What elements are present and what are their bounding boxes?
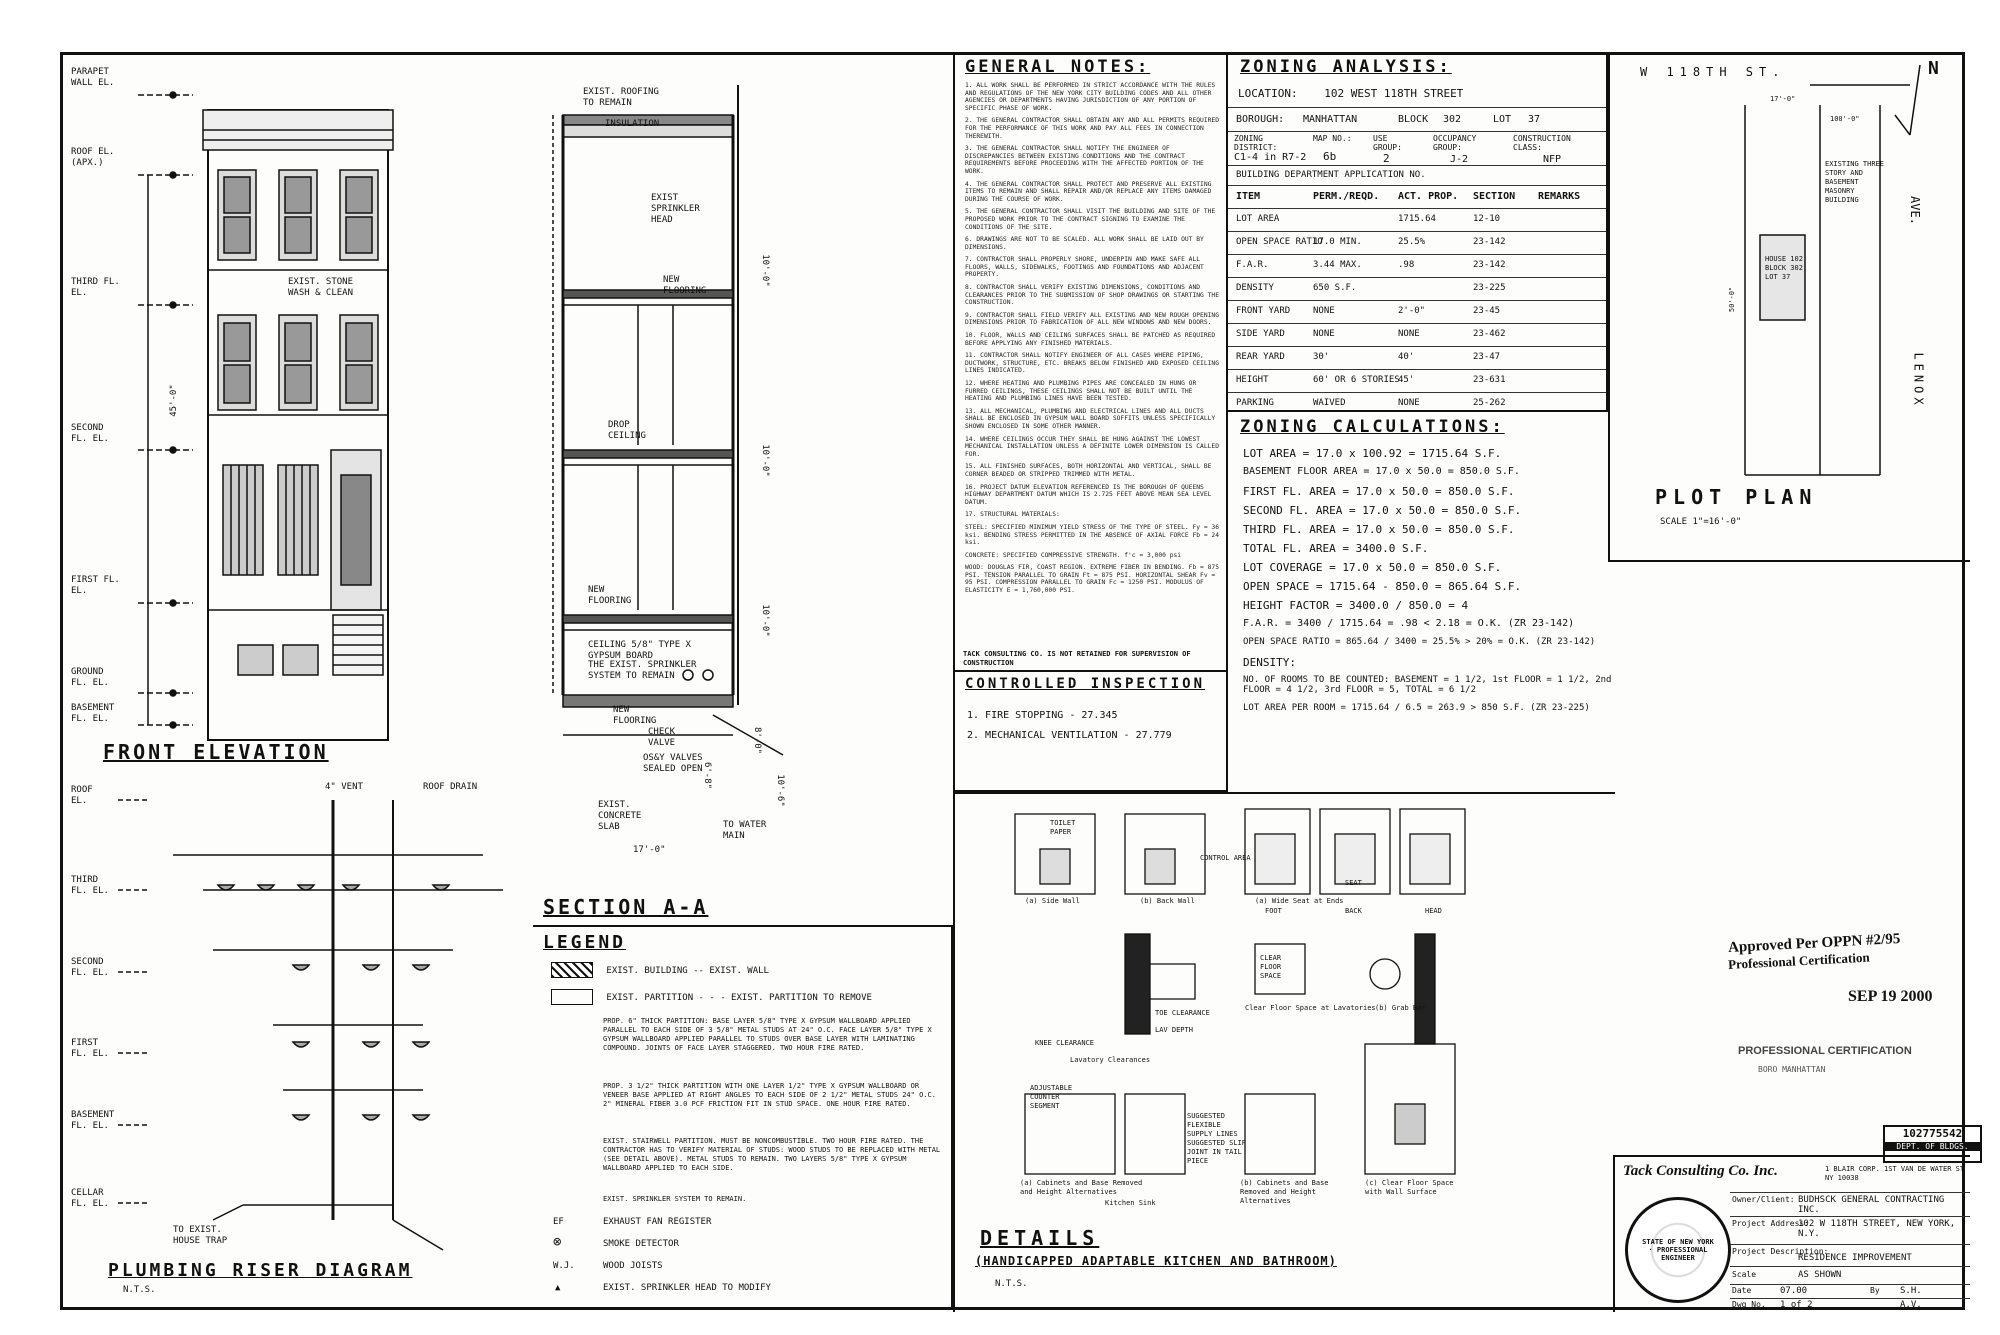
- controlled-inspection-panel: [953, 672, 1228, 792]
- legend-fan-symbol: EF: [553, 1217, 564, 1227]
- legend-new-partition-2: PROP. 3 1/2" THICK PARTITION WITH ONE LAYER 1/2" TYPE X GYPSUM WALLBOARD OR VENEER BASE APPLIED AT RIGHT ANGLES TO EACH SIDE OF 2 1/2" METAL STUDS 24" O.C. 2" MINERAL FIBER 3.0 PCF FRICTION FIT IN STUD SPACE. ONE HOUR FIRE RATED.: [603, 1082, 936, 1108]
- plot-plan-panel: [1608, 55, 1970, 562]
- legend-smoke: SMOKE DETECTOR: [603, 1239, 679, 1249]
- calc-second: SECOND FL. AREA = 17.0 x 50.0 = 850.0 S.F.: [1243, 504, 1522, 517]
- plumbing-scale: N.T.S.: [123, 1285, 156, 1295]
- section-new-flooring-3: NEW FLOORING: [613, 705, 657, 726]
- calc-third: THIRD FL. AREA = 17.0 x 50.0 = 850.0 S.F.: [1243, 523, 1515, 536]
- riser-drawing: [63, 780, 533, 1250]
- tb-by-value: S.H.: [1900, 1286, 1922, 1296]
- zoning-row: [1228, 231, 1606, 255]
- section-osy-valves: OS&Y VALVES SEALED OPEN: [643, 753, 703, 774]
- elev-label-parapet: PARAPET WALL EL.: [71, 67, 115, 88]
- elev-label-second: SECOND FL. EL.: [71, 423, 109, 444]
- tb-owner-label: Owner/Client:: [1732, 1195, 1795, 1204]
- zoning-cell: NONE: [1398, 329, 1420, 339]
- plumbing-title: PLUMBING RISER DIAGRAM: [108, 1260, 413, 1281]
- note-4: 4. THE GENERAL CONTRACTOR SHALL PROTECT AND PRESERVE ALL EXISTING ITEMS TO REMAIN AND SHALL REPAIR AND/OR REPLACE ANY ITEMS DAMAGED DURING THE COURSE OF WORK.: [965, 180, 1212, 203]
- detail-knee: KNEE CLEARANCE: [1035, 1039, 1095, 1047]
- tb-owner: [1730, 1192, 1970, 1217]
- details-panel: [953, 792, 1615, 1312]
- front-elevation: [63, 55, 533, 775]
- legend-wall-text: EXIST. BUILDING -- EXIST. WALL: [606, 965, 769, 976]
- zoning-row: [1228, 323, 1606, 347]
- zoning-construction: NFP: [1543, 154, 1562, 165]
- details-subtitle: (HANDICAPPED ADAPTABLE KITCHEN AND BATHROOM): [975, 1254, 1337, 1268]
- title-block: [1613, 1155, 1970, 1312]
- detail-back-wall: (b) Back Wall: [1140, 897, 1195, 905]
- zoning-map-label: MAP NO.:: [1313, 134, 1352, 143]
- general-notes-title: GENERAL NOTES:: [965, 57, 1151, 77]
- plumb-label-roof: ROOF EL.: [71, 785, 93, 806]
- zoning-boro-row: [1228, 107, 1606, 132]
- tb-scale: [1730, 1266, 1970, 1285]
- zoning-lot: 37: [1528, 114, 1541, 125]
- zoning-cell: 23-142: [1473, 237, 1506, 247]
- note-6: 6. DRAWINGS ARE NOT TO BE SCALED. ALL WORK SHALL BE LAID OUT BY DIMENSIONS.: [965, 236, 1204, 251]
- zoning-cell: DENSITY: [1236, 283, 1274, 293]
- tb-address: [1730, 1216, 1970, 1245]
- legend-sprinkler: EXIST. SPRINKLER SYSTEM TO REMAIN.: [603, 1195, 747, 1203]
- section-dim-6: 10'-6": [774, 774, 785, 807]
- note-8: 8. CONTRACTOR SHALL VERIFY EXISTING DIMENSIONS, CONDITIONS AND CLEARANCES PRIOR TO THE SUBMISSION OF SHOP DRAWINGS OR STARTING THE CONSTRUCTION.: [965, 284, 1220, 307]
- elev-label-basement: BASEMENT FL. EL.: [71, 703, 115, 724]
- zoning-cell: REAR YARD: [1236, 352, 1285, 362]
- note-3: 3. THE GENERAL CONTRACTOR SHALL NOTIFY THE ENGINEER OF DISCREPANCIES BETWEEN EXISTING CONDITIONS AND THE CONTRACT REQUIREMENTS BEFORE PROCEEDING WITH THE AFFECTED PORTION OF THE WORK.: [965, 145, 1204, 175]
- calc-lot-per-room: LOT AREA PER ROOM = 1715.64 / 6.5 = 263.9 > 850 S.F. (ZR 23-225): [1243, 703, 1590, 713]
- zoning-header-row: [1228, 185, 1606, 209]
- legend-new-partition-1: PROP. 6" THICK PARTITION: BASE LAYER 5/8" TYPE X GYPSUM WALLBOARD APPLIED PARALLEL TO EACH SIDE OF 3 5/8" METAL STUDS AT 24" O.C. FACE LAYER 5/8" TYPE X GYPSUM WALLBOARD APPLIED PARALLEL TO STUDS OVER BASE LAYER WITH LAMINATING COMPOUND. JOINTS OF FACE LAYER STAGGERED. TWO HOUR FIRE RATED.: [603, 1017, 932, 1052]
- front-elevation-title: FRONT ELEVATION: [103, 740, 329, 764]
- firm-address: 1 BLAIR CORP. 1ST VAN DE WATER ST NY 10038: [1825, 1165, 1965, 1182]
- elevation-drawing: [63, 55, 533, 775]
- note-2: 2. THE GENERAL CONTRACTOR SHALL OBTAIN ANY AND ALL PERMITS REQUIRED FOR THE PERFORMANCE OF THIS WORK AND PAY ALL FEES IN CONNECTION THEREWITH.: [965, 117, 1220, 140]
- zoning-map: 6b: [1323, 150, 1337, 163]
- zoning-h-item: ITEM: [1236, 191, 1261, 202]
- zoning-h-section: SECTION: [1473, 191, 1516, 202]
- zoning-cell: LOT AREA: [1236, 214, 1280, 224]
- note-1: 1. ALL WORK SHALL BE PERFORMED IN STRICT ACCORDANCE WITH THE RULES AND REGULATIONS OF THE NEW YORK CITY BUILDING CODES AND ALL OTHER AGENCIES OR DEPARTMENTS HAVING JURISDICTION OF ANY PORTION OF SPECIFIC PHASE OF WORK.: [965, 82, 1216, 112]
- plumb-vent-note: 4" VENT: [325, 782, 363, 792]
- legend-smoke-symbol: ⊗: [553, 1234, 562, 1250]
- legend-wj-symbol: W.J.: [553, 1261, 575, 1271]
- pe-seal: [1625, 1197, 1731, 1303]
- section-width: 17'-0": [633, 845, 666, 855]
- zoning-use-label: USE GROUP:: [1373, 134, 1402, 152]
- calc-total: TOTAL FL. AREA = 3400.0 S.F.: [1243, 542, 1429, 555]
- section-title: SECTION A-A: [543, 895, 709, 919]
- zoning-cell: 23-225: [1473, 283, 1506, 293]
- zoning-cell: 650 S.F.: [1313, 283, 1357, 293]
- section-dim-4: 8'-0": [752, 726, 763, 755]
- zoning-cell: 23-631: [1473, 375, 1506, 385]
- plumb-label-first: FIRST FL. EL.: [71, 1038, 109, 1059]
- zoning-cell: 30': [1313, 352, 1330, 362]
- zoning-cell: 17.0 MIN.: [1313, 237, 1362, 247]
- zoning-row: [1228, 277, 1606, 301]
- controlled-inspection-title: CONTROLLED INSPECTION: [965, 676, 1206, 692]
- dept-no: 102775542: [1902, 1127, 1963, 1140]
- details-title: DETAILS: [980, 1226, 1100, 1250]
- zoning-cell: FRONT YARD: [1236, 306, 1291, 316]
- detail-kitchen-sink: Kitchen Sink: [1105, 1199, 1156, 1207]
- zoning-app-label: BUILDING DEPARTMENT APPLICATION NO.: [1236, 170, 1426, 180]
- zoning-cell: OPEN SPACE RATIO: [1236, 237, 1323, 247]
- note-17: 17. STRUCTURAL MATERIALS:: [965, 511, 1060, 519]
- zoning-cell: 23-462: [1473, 329, 1506, 339]
- plumb-label-basement: BASEMENT FL. EL.: [71, 1110, 115, 1131]
- note-5: 5. THE GENERAL CONTRACTOR SHALL VISIT THE BUILDING AND SITE OF THE PROPOSED WORK PRIOR TO THE CONTRACT SIGNING TO EXAMINE THE CONDITIONS OF THE SITE.: [965, 208, 1216, 231]
- calc-basement: BASEMENT FLOOR AREA = 17.0 x 50.0 = 850.0 S.F.: [1243, 466, 1520, 477]
- plot-street: W 118TH ST.: [1640, 65, 1786, 79]
- plumbing-riser-diagram: [63, 780, 533, 1310]
- detail-lav-depth: LAV DEPTH: [1155, 1026, 1193, 1034]
- section-check-valve: CHECK VALVE: [648, 727, 676, 748]
- tb-dwg-label: Dwg No.: [1732, 1300, 1766, 1309]
- plot-dim-3: 50'-0": [1728, 286, 1737, 313]
- zoning-cell: 23-45: [1473, 306, 1501, 316]
- note-concrete: CONCRETE: SPECIFIED COMPRESSIVE STRENGTH. f'c = 3,000 psi: [965, 551, 1182, 559]
- zoning-location-row: [1238, 87, 1463, 100]
- plot-lot-tag: HOUSE 102 BLOCK 302 LOT 37: [1765, 255, 1803, 281]
- note-7: 7. CONTRACTOR SHALL PROPERLY SHORE, UNDERPIN AND MAKE SAFE ALL FLOORS, WALLS, SIDEWALKS, FOOTINGS AND FOUNDATIONS AND ADJACENT PROPERTY.: [965, 256, 1204, 279]
- supervision-note: TACK CONSULTING CO. IS NOT RETAINED FOR SUPERVISION OF CONSTRUCTION: [963, 650, 1191, 667]
- zoning-district: C1-4 in R7-2: [1234, 152, 1307, 163]
- tb-address-value: 102 W 118TH STREET, NEW YORK, N.Y.: [1798, 1219, 1956, 1239]
- tb-scale-value: AS SHOWN: [1798, 1270, 1842, 1280]
- cert-text-2: BORO MANHATTAN: [1758, 1065, 1826, 1074]
- zoning-row: [1228, 346, 1606, 370]
- plumb-label-third: THIRD FL. EL.: [71, 875, 109, 896]
- elevation-stone-note: EXIST. STONE WASH & CLEAN: [288, 277, 354, 298]
- zoning-calculations-panel: [1228, 412, 1668, 792]
- detail-clear-floor-lav: Clear Floor Space at Lavatories: [1245, 1004, 1376, 1012]
- section-roofing-note: EXIST. ROOFING TO REMAIN: [583, 87, 659, 108]
- detail-flex-supply: SUGGESTED FLEXIBLE SUPPLY LINES: [1187, 1112, 1238, 1138]
- cert-text: PROFESSIONAL CERTIFICATION: [1738, 1045, 1912, 1057]
- dept-text: DEPT. OF BLDGS.: [1885, 1142, 1980, 1151]
- zoning-row: [1228, 300, 1606, 324]
- detail-toe: TOE CLEARANCE: [1155, 1009, 1210, 1017]
- zoning-cell: 25-262: [1473, 398, 1506, 408]
- tb-desc-label: Project Description:: [1732, 1247, 1829, 1256]
- plot-plan-scale: SCALE 1"=16'-0": [1660, 517, 1742, 527]
- calc-rooms: NO. OF ROOMS TO BE COUNTED: BASEMENT = 1 1/2, 1st FLOOR = 1 1/2, 2nd FLOOR = 4 1/2, 3rd FLOOR = 5, TOTAL = 6 1/2: [1243, 675, 1612, 695]
- tb-address-label: Project Address:: [1732, 1219, 1810, 1228]
- section-sprinkler-system-note: THE EXIST. SPRINKLER SYSTEM TO REMAIN: [588, 660, 697, 681]
- zoning-table: [1228, 185, 1606, 410]
- plot-north: N: [1928, 58, 1939, 79]
- detail-head: HEAD: [1425, 907, 1442, 915]
- controlled-item-1: 1. FIRE STOPPING - 27.345: [967, 710, 1118, 721]
- legend-stairwell: EXIST. STAIRWELL PARTITION. MUST BE NONCOMBUSTIBLE. TWO HOUR FIRE RATED. THE CONTRACTOR HAS TO VERIFY MATERIAL OF STUDS: WOOD STUDS TO BE REPLACED WITH METAL (SEE DETAIL ABOVE). METAL STUDS TO REMAIN. TWO LAYERS 5/8" TYPE X GYPSUM WALLBOARD APPLIED TO EACH SIDE.: [603, 1137, 941, 1172]
- zoning-occupancy: J-2: [1450, 154, 1469, 165]
- section-dim-3: 10'-0": [759, 604, 770, 637]
- approval-stamp: [1727, 930, 1918, 972]
- zoning-analysis-panel: [1228, 52, 1608, 412]
- detail-slip-joint: SUGGESTED SLIP JOINT IN TAIL PIECE: [1187, 1139, 1247, 1165]
- note-9: 9. CONTRACTOR SHALL FIELD VERIFY ALL EXISTING AND NEW ROUGH OPENING DIMENSIONS PRIOR TO FABRICATION OF ALL NEW WINDOWS AND NEW DOORS.: [965, 311, 1220, 327]
- zoning-cell: 1715.64: [1398, 214, 1436, 224]
- zoning-app-row: [1228, 165, 1606, 186]
- legend-title: LEGEND: [543, 932, 627, 953]
- zoning-borough-label: BOROUGH:: [1236, 114, 1285, 125]
- approved-text-2: Professional Certification: [1727, 949, 1870, 972]
- section-new-flooring-1: NEW FLOORING: [663, 275, 707, 296]
- details-scale: N.T.S.: [995, 1279, 1028, 1289]
- plot-dim-2: 100'-0": [1830, 115, 1860, 123]
- plot-ave-name: LENOX: [1911, 352, 1926, 409]
- tb-scale-label: Scale: [1732, 1270, 1757, 1279]
- note-steel: STEEL: SPECIFIED MINIMUM YIELD STRESS OF THE TYPE OF STEEL. Fy = 36 ksi. BENDING STRESS PERMITTED IN THE ABSENCE OF AXIAL FORCE Fb = 24 ksi.: [965, 523, 1220, 547]
- zoning-cell: NONE: [1398, 398, 1420, 408]
- section-drop-ceiling: DROP CEILING: [608, 420, 646, 441]
- detail-grab-bar: (b) Grab Bar: [1375, 1004, 1426, 1012]
- note-11: 11. CONTRACTOR SHALL NOTIFY ENGINEER OF ALL CASES WHERE PIPING, DUCTWORK, STRUCTURE, ETC. BREAKS BELOW FINISHED AND EXPOSED CEILING LINES INDICATED.: [965, 352, 1220, 375]
- legend-head: EXIST. SPRINKLER HEAD TO MODIFY: [603, 1283, 771, 1293]
- zoning-block: 302: [1443, 114, 1462, 125]
- zoning-use: 2: [1383, 152, 1390, 165]
- zoning-cell: .98: [1398, 260, 1415, 270]
- section-insulation-note: INSULATION: [605, 119, 660, 129]
- zoning-occupancy-label: OCCUPANCY GROUP:: [1433, 134, 1477, 152]
- zoning-calcs-title: ZONING CALCULATIONS:: [1240, 417, 1505, 437]
- detail-toilet-paper: TOILET PAPER: [1050, 819, 1076, 836]
- zoning-row: [1228, 208, 1606, 232]
- calc-first: FIRST FL. AREA = 17.0 x 50.0 = 850.0 S.F.: [1243, 485, 1515, 498]
- zoning-borough: MANHATTAN: [1303, 114, 1358, 125]
- detail-control-area: CONTROL AREA: [1200, 854, 1251, 862]
- tb-dwg-value: 1 of 2: [1780, 1300, 1813, 1310]
- zoning-cell: F.A.R.: [1236, 260, 1269, 270]
- elevation-height: 45'-0": [168, 384, 179, 417]
- note-16: 16. PROJECT DATUM ELEVATION REFERENCED IS THE BOROUGH OF QUEENS HIGHWAY DEPARTMENT DATUM WHICH IS 2.725 FEET ABOVE MEAN SEA LEVEL DATUM.: [965, 483, 1212, 506]
- zoning-cell: NONE: [1313, 306, 1335, 316]
- zoning-row: [1228, 369, 1606, 393]
- zoning-location-label: LOCATION:: [1238, 87, 1298, 100]
- section-a-a: [533, 55, 803, 925]
- seal-text: STATE OF NEW YORK · PROFESSIONAL ENGINEER: [1642, 1238, 1714, 1262]
- detail-back: BACK: [1345, 907, 1362, 915]
- plot-dim-1: 17'-0": [1770, 95, 1796, 103]
- elev-label-ground: GROUND FL. EL.: [71, 667, 109, 688]
- legend-partition-text: EXIST. PARTITION - - - EXIST. PARTITION TO REMOVE: [606, 992, 872, 1003]
- section-sprinkler-note: EXIST SPRINKLER HEAD: [651, 193, 700, 225]
- legend-partition: [551, 989, 872, 1005]
- legend-wj: WOOD JOISTS: [603, 1261, 663, 1271]
- detail-seat: SEAT: [1345, 879, 1362, 887]
- legend-head-symbol: ▲: [555, 1283, 561, 1293]
- tb-date-value: 07.00: [1780, 1286, 1808, 1296]
- tb-chk-value: A.V.: [1900, 1300, 1922, 1310]
- tb-desc: [1730, 1244, 1970, 1267]
- date-stamp: SEP 19 2000: [1848, 988, 1933, 1005]
- plot-plan-title: PLOT PLAN: [1655, 485, 1818, 509]
- zoning-cell: NONE: [1313, 329, 1335, 339]
- zoning-cell: 12-10: [1473, 214, 1501, 224]
- approved-text: Approved Per OPPN #2/95: [1727, 930, 1901, 956]
- section-water-main: TO WATER MAIN: [723, 820, 767, 841]
- legend-fan: EXHAUST FAN REGISTER: [603, 1217, 712, 1227]
- calc-far: F.A.R. = 3400 / 1715.64 = .98 < 2.18 = O.K. (ZR 23-142): [1243, 618, 1575, 629]
- calc-lot-area: LOT AREA = 17.0 x 100.92 = 1715.64 S.F.: [1243, 447, 1502, 460]
- zoning-cell: 23-142: [1473, 260, 1506, 270]
- plumb-label-second: SECOND FL. EL.: [71, 957, 109, 978]
- zoning-h-act: ACT. PROP.: [1398, 191, 1459, 202]
- zoning-block-label: BLOCK: [1398, 114, 1429, 125]
- note-12: 12. WHERE HEATING AND PLUMBING PIPES ARE CONCEALED IN HUNG OR FURRED CEILINGS, THESE CEILINGS SHALL NOT BE BUILT UNTIL THE HEATING AND PLUMBING LINES HAVE BEEN TESTED.: [965, 380, 1197, 403]
- note-10: 10. FLOOR, WALLS AND CEILING SURFACES SHALL BE PATCHED AS REQUIRED BEFORE APPLYING ANY FINISHED MATERIALS.: [965, 332, 1216, 347]
- zoning-cell: SIDE YARD: [1236, 329, 1285, 339]
- detail-clear-floor-space: CLEAR FLOOR SPACE: [1260, 954, 1282, 980]
- calc-osr: OPEN SPACE RATIO = 865.64 / 3400 = 25.5% > 20% = O.K. (ZR 23-142): [1243, 637, 1596, 647]
- cert-stamp: [1738, 1045, 1928, 1074]
- zoning-h-perm: PERM./REQD.: [1313, 191, 1380, 202]
- zoning-location: 102 WEST 118TH STREET: [1324, 87, 1464, 100]
- detail-wide-seat: (a) Wide Seat at Ends: [1255, 897, 1344, 905]
- zoning-district-row: [1228, 131, 1606, 166]
- zoning-h-remarks: REMARKS: [1538, 191, 1581, 202]
- general-notes-panel: [953, 52, 1228, 672]
- detail-adjustable: ADJUSTABLE COUNTER SEGMENT: [1030, 1084, 1073, 1110]
- plot-drawing: [1610, 55, 1970, 535]
- zoning-cell: 2'-0": [1398, 306, 1426, 316]
- section-dim-2: 10'-0": [759, 444, 770, 477]
- section-dim-1: 10'-0": [759, 254, 770, 287]
- plot-existing-building: EXISTING THREE STORY AND BASEMENT MASONRY BUILDING: [1825, 160, 1885, 204]
- tb-date: [1730, 1284, 1970, 1299]
- zoning-cell: 23-47: [1473, 352, 1501, 362]
- tb-desc-value: RESIDENCE IMPROVEMENT: [1798, 1253, 1912, 1263]
- title-rows: [1730, 1192, 1970, 1312]
- general-notes-list: [965, 82, 1220, 600]
- tb-by-label: By: [1870, 1286, 1880, 1295]
- elev-label-third: THIRD FL. EL.: [71, 277, 120, 298]
- detail-cabinets-b: (b) Cabinets and Base Removed and Height Alternatives: [1240, 1179, 1329, 1205]
- calc-coverage: LOT COVERAGE = 17.0 x 50.0 = 850.0 S.F.: [1243, 561, 1502, 574]
- drawing-sheet: [60, 52, 1969, 1310]
- zoning-cell: PARKING: [1236, 398, 1274, 408]
- detail-foot: FOOT: [1265, 907, 1282, 915]
- zoning-construction-label: CONSTRUCTION CLASS:: [1513, 134, 1571, 152]
- section-slab-note: EXIST. CONCRETE SLAB: [598, 800, 642, 832]
- calc-list: [1243, 447, 1643, 722]
- zoning-cell: HEIGHT: [1236, 375, 1269, 385]
- note-wood: WOOD: DOUGLAS FIR, COAST REGION. EXTREME FIBER IN BENDING. Fb = 875 PSI. TENSION PARALLEL TO GRAIN Ft = 875 PSI. HORIZONTAL SHEAR Fv = 95 PSI. COMPRESSION PARALLEL TO GRAIN Fc = 1250 PSI. MODULUS OF ELASTICITY E = 1,760,000 PSI.: [965, 564, 1220, 595]
- zoning-row: [1228, 254, 1606, 278]
- calc-density: DENSITY:: [1243, 656, 1296, 669]
- elev-label-roof: ROOF EL. (APX.): [71, 147, 115, 168]
- legend-wall: [551, 962, 769, 978]
- zoning-cell: WAIVED: [1313, 398, 1346, 408]
- detail-cabinets-a: (a) Cabinets and Base Removed and Height Alternatives: [1020, 1179, 1143, 1196]
- controlled-item-2: 2. MECHANICAL VENTILATION - 27.779: [967, 730, 1172, 741]
- legend-panel: [533, 925, 953, 1310]
- zoning-analysis-title: ZONING ANALYSIS:: [1240, 57, 1452, 77]
- plumb-roof-drain-note: ROOF DRAIN: [423, 782, 478, 792]
- zoning-cell: 25.5%: [1398, 237, 1426, 247]
- tb-date-label: Date: [1732, 1286, 1752, 1295]
- detail-side-wall: (a) Side Wall: [1025, 897, 1080, 905]
- detail-lav-clear: Lavatory Clearances: [1070, 1056, 1151, 1064]
- plumb-label-cellar: CELLAR FL. EL.: [71, 1188, 109, 1209]
- section-dim-5: 6'-8": [702, 761, 713, 790]
- section-ceiling-note: CEILING 5/8" TYPE X GYPSUM BOARD: [588, 640, 691, 661]
- zoning-cell: 60' OR 6 STORIES: [1313, 375, 1400, 385]
- zoning-lot-label: LOT: [1493, 114, 1512, 125]
- note-15: 15. ALL FINISHED SURFACES, BOTH HORIZONTAL AND VERTICAL, SHALL BE CORNER BEADED OR STRIPPED TRIMMED WITH METAL.: [965, 463, 1212, 478]
- plot-ave: AVE.: [1907, 196, 1922, 225]
- zoning-district-label: ZONING DISTRICT:: [1234, 134, 1278, 152]
- section-new-flooring-2: NEW FLOORING: [588, 585, 632, 606]
- calc-open-space: OPEN SPACE = 1715.64 - 850.0 = 865.64 S.F.: [1243, 580, 1522, 593]
- calc-height-factor: HEIGHT FACTOR = 3400.0 / 850.0 = 4: [1243, 599, 1469, 612]
- elev-label-first: FIRST FL. EL.: [71, 575, 120, 596]
- detail-clear-floor-wall: (c) Clear Floor Space with Wall Surface: [1365, 1179, 1454, 1196]
- tb-dwg: [1730, 1298, 1970, 1313]
- plumb-house-trap-note: TO EXIST. HOUSE TRAP: [173, 1225, 228, 1246]
- note-13: 13. ALL MECHANICAL, PLUMBING AND ELECTRICAL LINES AND ALL DUCTS SHALL BE ENCLOSED IN GYPSUM WALL BOARD SOFFITS UNLESS SPECIFICALLY SHOWN ENCLOSED IN SOME OTHER MANNER.: [965, 407, 1216, 430]
- zoning-cell: 3.44 MAX.: [1313, 260, 1362, 270]
- tb-owner-value: BUDHSCK GENERAL CONTRACTING INC.: [1798, 1195, 1945, 1215]
- zoning-cell: 45': [1398, 375, 1415, 385]
- note-14: 14. WHERE CEILINGS OCCUR THEY SHALL BE HUNG AGAINST THE LOWEST MECHANICAL INSTALLATION UNLESS A DEFINITE LOWER DIMENSION IS CALLED FOR.: [965, 435, 1220, 458]
- firm-name: Tack Consulting Co. Inc.: [1623, 1163, 1778, 1179]
- zoning-cell: 40': [1398, 352, 1415, 362]
